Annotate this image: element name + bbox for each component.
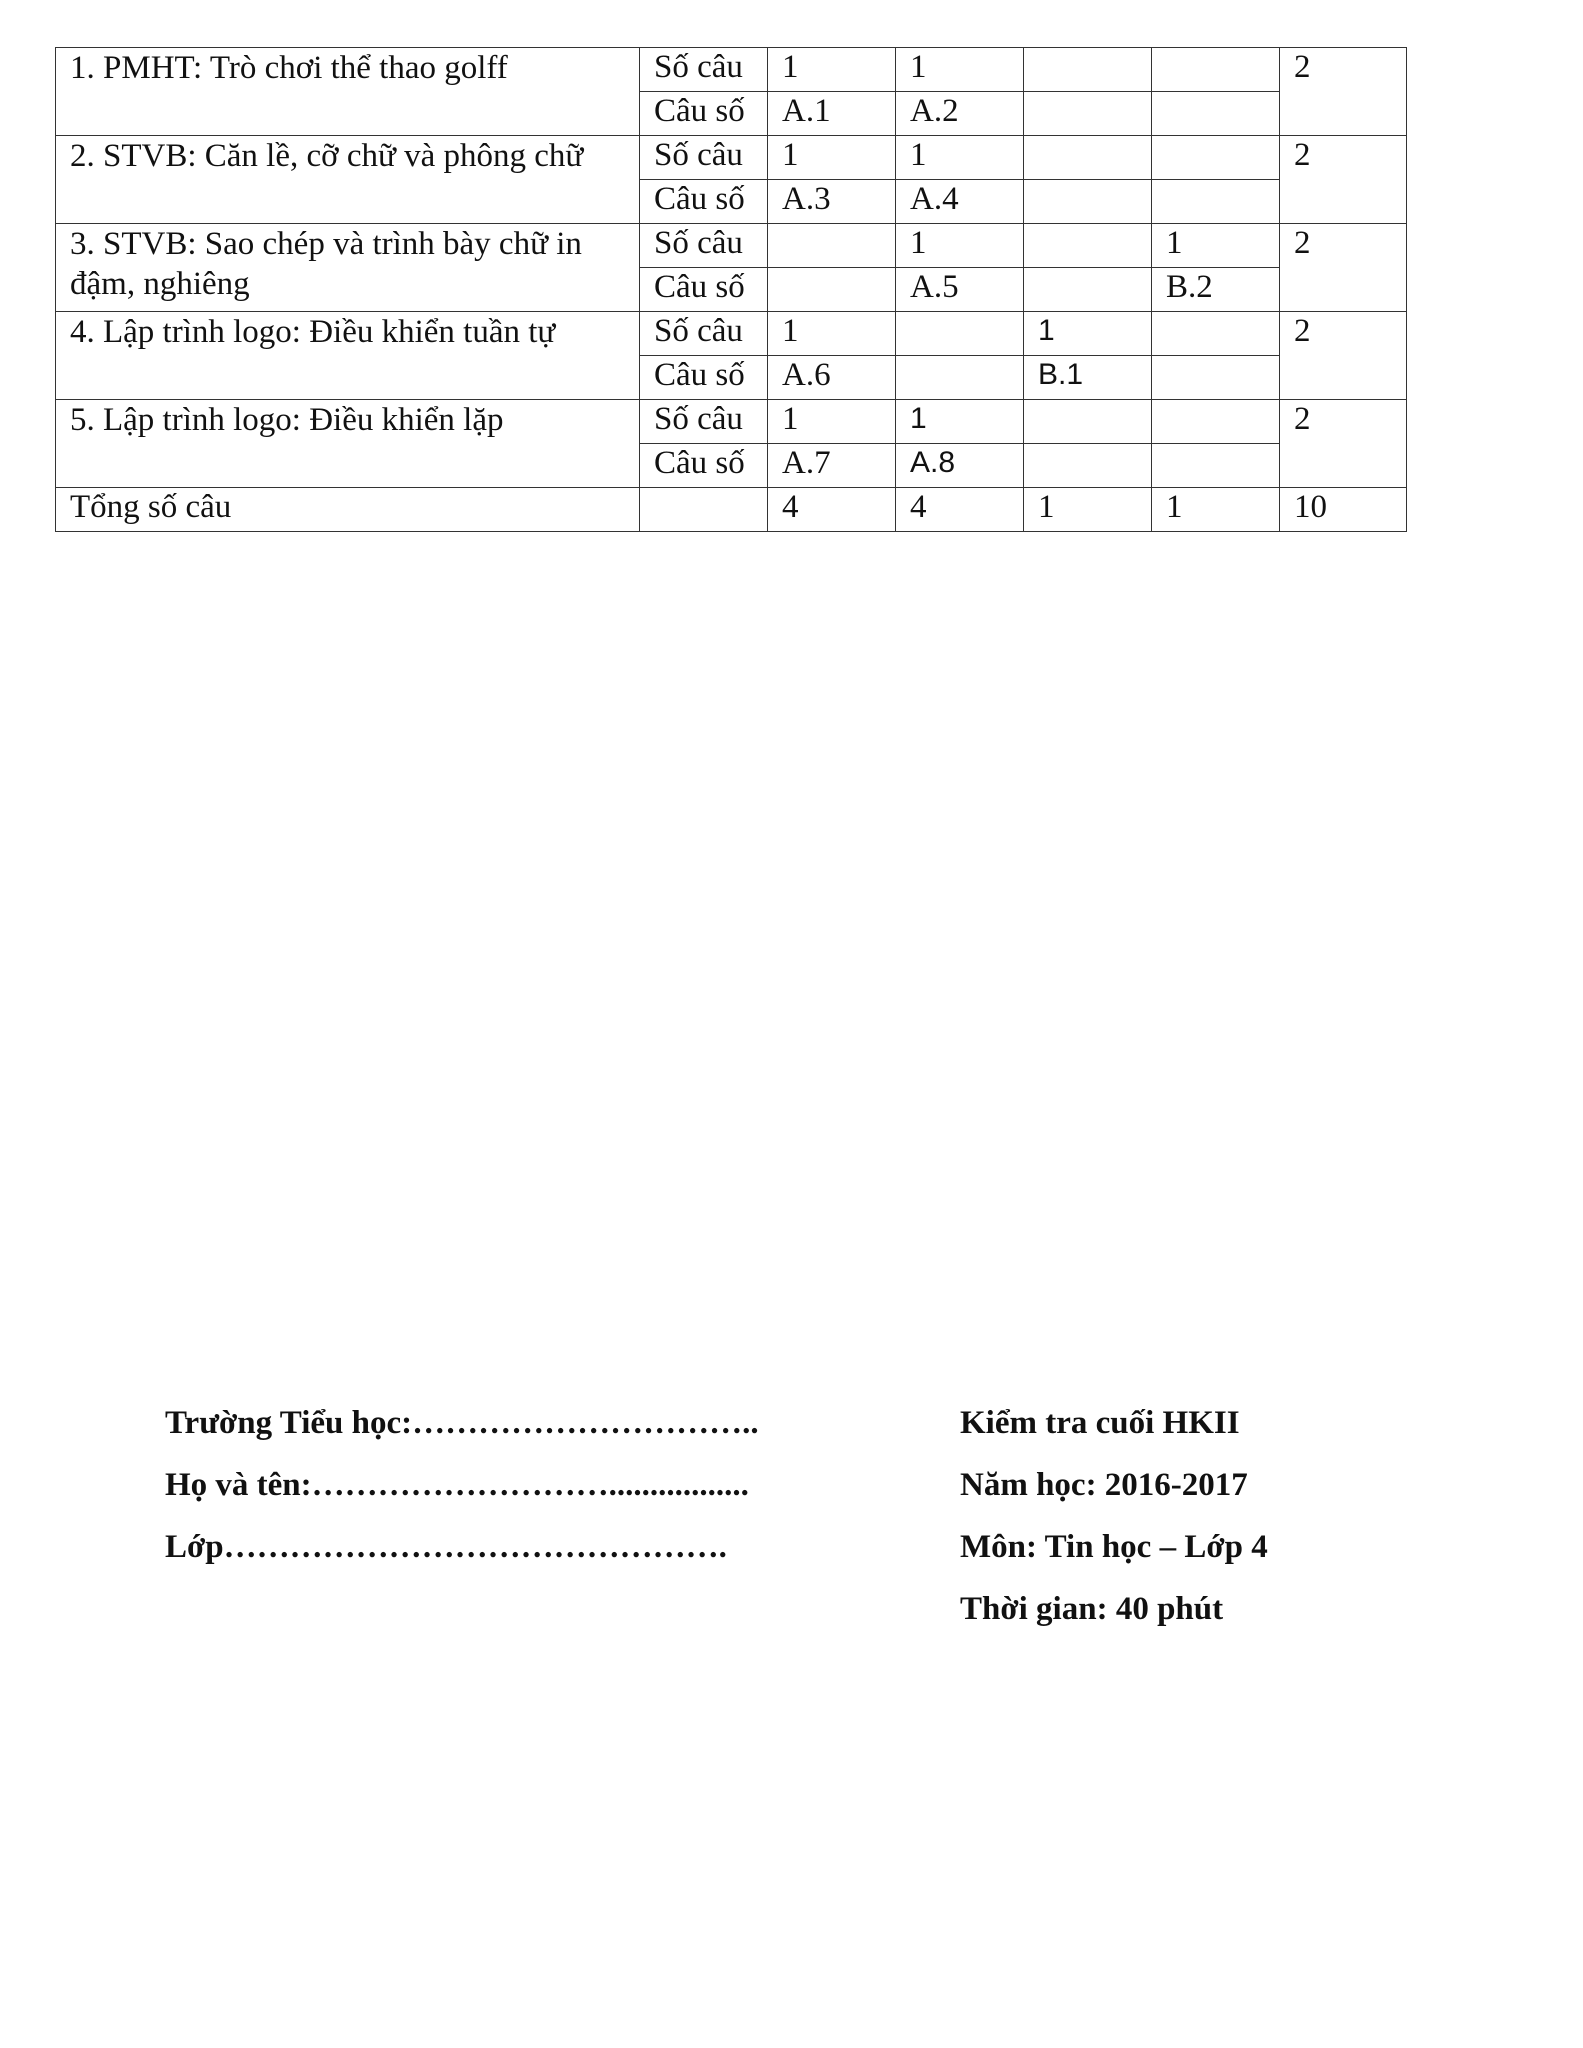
cau-so-cell bbox=[1152, 444, 1280, 488]
cau-so-cell: A.5 bbox=[896, 268, 1024, 312]
duration-line: Thời gian: 40 phút bbox=[960, 1591, 1224, 1627]
row-label-so-cau: Số câu bbox=[640, 224, 768, 268]
so-cau-cell bbox=[1024, 136, 1152, 180]
cau-so-cell bbox=[1024, 268, 1152, 312]
cau-so-cell: A.6 bbox=[768, 356, 896, 400]
row-label-cau-so: Câu số bbox=[640, 444, 768, 488]
cau-so-cell bbox=[896, 356, 1024, 400]
total-cell: 2 bbox=[1280, 312, 1407, 400]
table-row bbox=[56, 312, 1407, 356]
row-label-so-cau: Số câu bbox=[640, 312, 768, 356]
exam-info-block bbox=[960, 1392, 1268, 1640]
so-cau-cell bbox=[1152, 48, 1280, 92]
cau-so-cell: A.2 bbox=[896, 92, 1024, 136]
row-label-so-cau: Số câu bbox=[640, 400, 768, 444]
student-info-block bbox=[165, 1392, 759, 1578]
total-row bbox=[56, 488, 1407, 532]
cau-so-cell: A.8 bbox=[896, 444, 1024, 488]
so-cau-cell bbox=[768, 224, 896, 268]
so-cau-cell bbox=[1152, 312, 1280, 356]
cau-so-cell: A.1 bbox=[768, 92, 896, 136]
table-row bbox=[56, 400, 1407, 444]
so-cau-cell bbox=[896, 312, 1024, 356]
total-cell: 2 bbox=[1280, 400, 1407, 488]
cau-so-cell bbox=[1152, 356, 1280, 400]
total-value-cell: 1 bbox=[1152, 488, 1280, 532]
so-cau-cell: 1 bbox=[896, 48, 1024, 92]
so-cau-cell: 1 bbox=[896, 400, 1024, 444]
so-cau-cell bbox=[1024, 400, 1152, 444]
topic-cell: 2. STVB: Căn lề, cỡ chữ và phông chữ bbox=[56, 136, 640, 224]
so-cau-cell: 1 bbox=[768, 48, 896, 92]
row-label-cau-so: Câu số bbox=[640, 180, 768, 224]
cau-so-cell bbox=[768, 268, 896, 312]
so-cau-cell: 1 bbox=[896, 136, 1024, 180]
cau-so-cell bbox=[1024, 180, 1152, 224]
so-cau-cell bbox=[1024, 224, 1152, 268]
cau-so-cell: A.4 bbox=[896, 180, 1024, 224]
total-cell: 2 bbox=[1280, 48, 1407, 136]
so-cau-cell bbox=[1024, 48, 1152, 92]
cau-so-cell: A.7 bbox=[768, 444, 896, 488]
topic-cell: 3. STVB: Sao chép và trình bày chữ in đậm, nghiêng bbox=[56, 224, 640, 312]
table-row bbox=[56, 48, 1407, 92]
so-cau-cell bbox=[1152, 400, 1280, 444]
school-year: Năm học: 2016-2017 bbox=[960, 1467, 1248, 1503]
topic-cell: 1. PMHT: Trò chơi thể thao golff bbox=[56, 48, 640, 136]
so-cau-cell: 1 bbox=[1024, 312, 1152, 356]
total-cell: 2 bbox=[1280, 136, 1407, 224]
row-label-cau-so: Câu số bbox=[640, 92, 768, 136]
subject-line: Môn: Tin học – Lớp 4 bbox=[960, 1529, 1268, 1565]
so-cau-cell: 1 bbox=[768, 136, 896, 180]
cau-so-cell bbox=[1152, 180, 1280, 224]
total-value-cell: 4 bbox=[768, 488, 896, 532]
question-matrix-table bbox=[55, 47, 1407, 532]
cau-so-cell bbox=[1024, 444, 1152, 488]
row-label-cau-so: Câu số bbox=[640, 268, 768, 312]
cau-so-cell bbox=[1152, 92, 1280, 136]
topic-cell: 4. Lập trình logo: Điều khiển tuần tự bbox=[56, 312, 640, 400]
topic-cell: 5. Lập trình logo: Điều khiển lặp bbox=[56, 400, 640, 488]
school-line: Trường Tiểu học:………………………….. bbox=[165, 1405, 759, 1441]
class-line: Lớp………………………………………. bbox=[165, 1529, 727, 1565]
so-cau-cell: 1 bbox=[1152, 224, 1280, 268]
cau-so-cell bbox=[1024, 92, 1152, 136]
total-row-label: Tổng số câu bbox=[56, 488, 640, 532]
row-label-so-cau: Số câu bbox=[640, 48, 768, 92]
so-cau-cell: 1 bbox=[768, 400, 896, 444]
table-row bbox=[56, 224, 1407, 268]
name-line: Họ và tên:………………………................. bbox=[165, 1467, 749, 1503]
so-cau-cell bbox=[1152, 136, 1280, 180]
cau-so-cell: B.2 bbox=[1152, 268, 1280, 312]
grand-total-cell: 10 bbox=[1280, 488, 1407, 532]
so-cau-cell: 1 bbox=[896, 224, 1024, 268]
empty-cell bbox=[640, 488, 768, 532]
so-cau-cell: 1 bbox=[768, 312, 896, 356]
cau-so-cell: B.1 bbox=[1024, 356, 1152, 400]
table-row bbox=[56, 136, 1407, 180]
total-value-cell: 1 bbox=[1024, 488, 1152, 532]
cau-so-cell: A.3 bbox=[768, 180, 896, 224]
row-label-cau-so: Câu số bbox=[640, 356, 768, 400]
row-label-so-cau: Số câu bbox=[640, 136, 768, 180]
total-cell: 2 bbox=[1280, 224, 1407, 312]
total-value-cell: 4 bbox=[896, 488, 1024, 532]
exam-title: Kiểm tra cuối HKII bbox=[960, 1405, 1240, 1441]
